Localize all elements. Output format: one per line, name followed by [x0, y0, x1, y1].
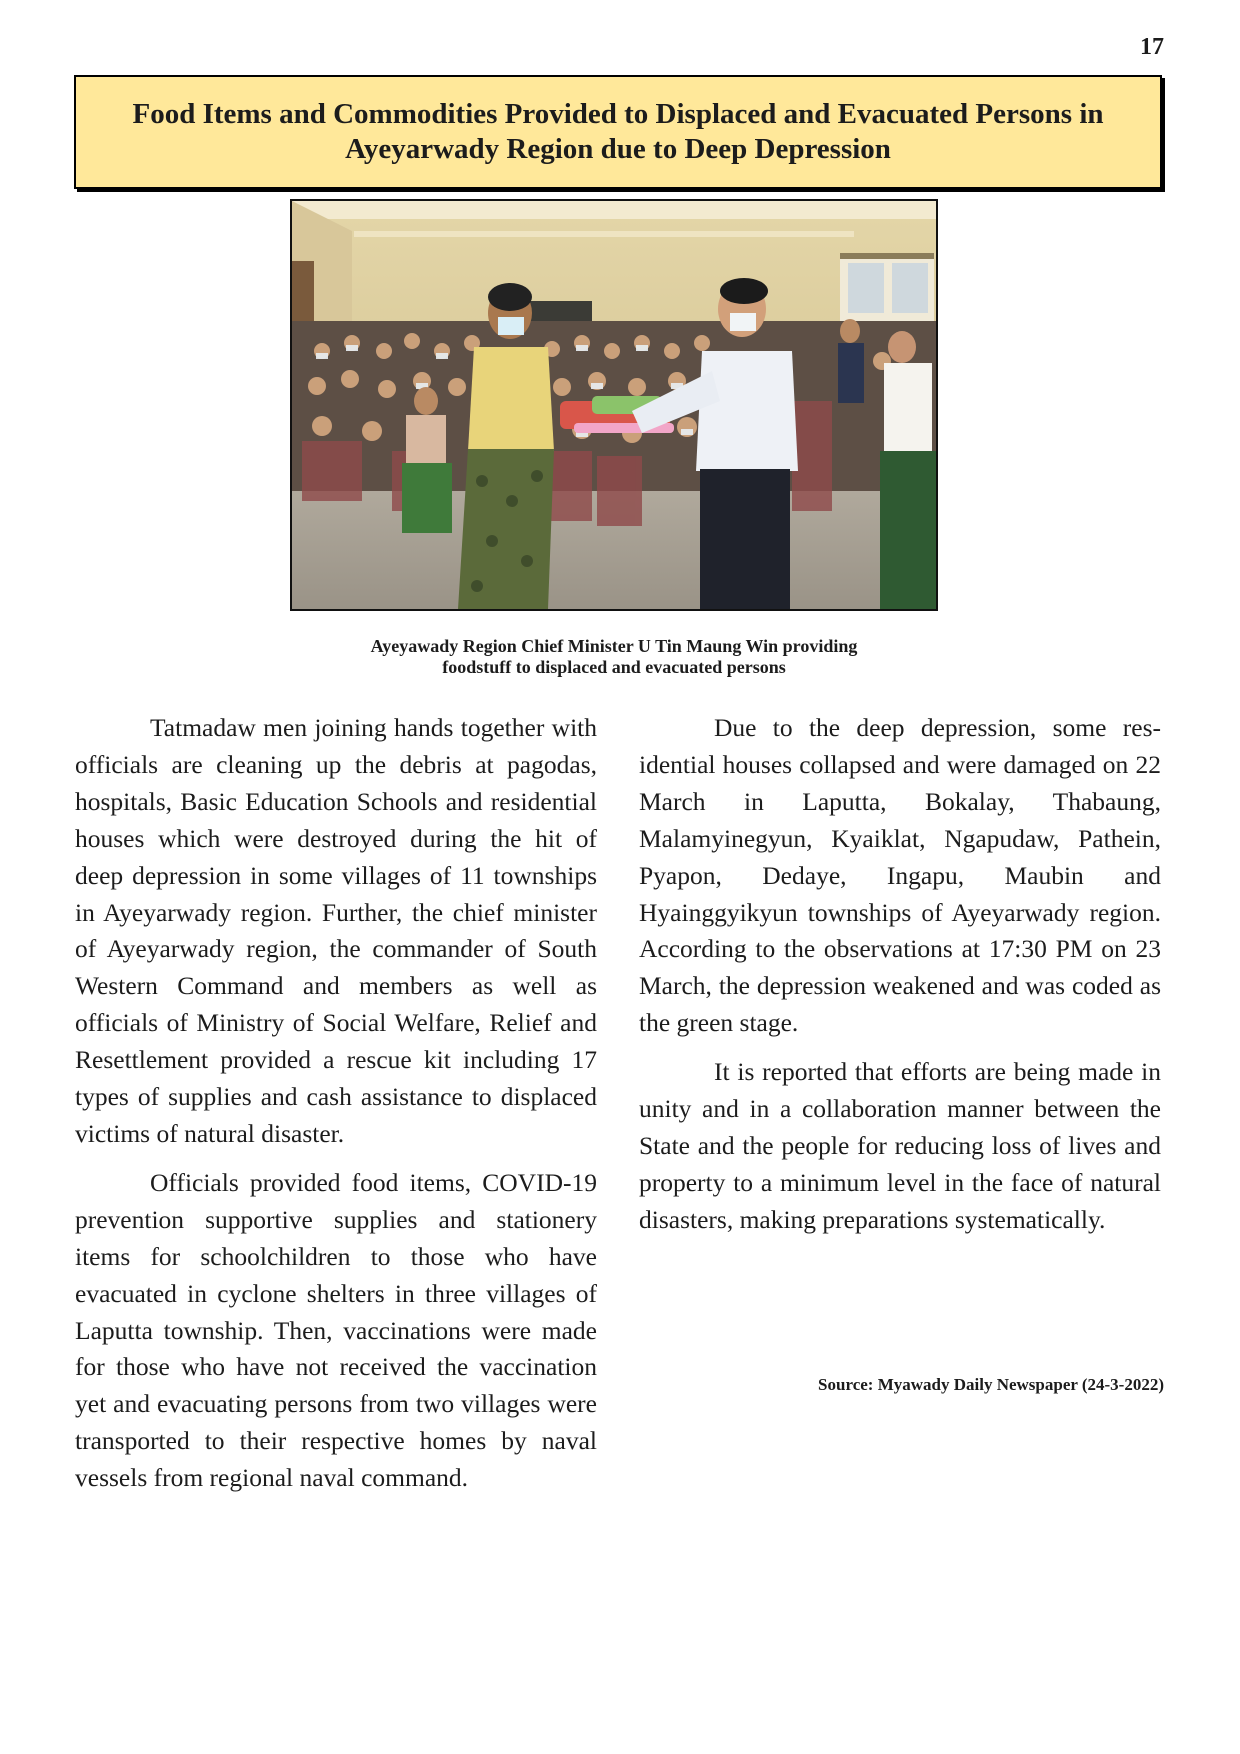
photo-caption [290, 636, 938, 678]
paragraph: It is reported that efforts are being made in unity and in a collaboration manner between the State and the people for reducing loss of lives and property to a minimum level in the face of natural disasters, making preparations systematically. [639, 1057, 1161, 1234]
paragraph: Officials provided food items, COVID-19 prevention supportive supplies and stationery items for schoolchildren to those who have evacuated in cyclone shelters in three villages of Laputta township. Then, vaccinations were made for those who have not received the vaccination yet and evacuating persons from two villages were transported to their respective homes by naval vessels from regional naval command. [75, 1167, 597, 1493]
paragraph: Due to the deep depression, some residential houses collapsed and were damaged on 22 March in Laputta, Bokalay, Thabaung, Malamyinegyun, Kyaiklat, Ngapudaw, Pathein, Pyapon, Dedaye, Ingapu, Maubin and Hyainggyikyun townships of Ayeyarwady region. According to the observations at 17:30 PM on 23 March, the depression weakened and was coded as the green stage. [639, 713, 1161, 1038]
photo-illustration [292, 201, 936, 609]
right-column [639, 710, 1161, 1251]
source-note: Source: Myawady Daily Newspaper (24-3-2022) [818, 1375, 1164, 1394]
left-column [75, 710, 597, 1509]
article-title: Food Items and Commodities Provided to Displaced and Evacuated Persons in Ayeyarwady Region due to Deep Depression [132, 97, 1104, 165]
paragraph: Tatmadaw men joining hands together with officials are cleaning up the debris at pagodas, hospitals, Basic Education Schools and residential houses which were destroyed during the hit of deep depression in some villages of 11 townships in Ayeyarwady region. Further, the chief minister of Ayeyarwady region, the commander of South Western Command and members as well as officials of Ministry of Social Welfare, Relief and Resettlement provided a rescue kit including 17 types of supplies and cash assistance to displaced victims of natural disaster. [75, 713, 597, 1148]
page-number: 17 [1140, 34, 1164, 60]
title-box [74, 75, 1162, 189]
caption-line-1: Ayeyawady Region Chief Minister U Tin Maung Win providing [370, 636, 858, 656]
caption-line-2: foodstuff to displaced and evacuated persons [442, 657, 786, 677]
article-photo [290, 199, 938, 611]
